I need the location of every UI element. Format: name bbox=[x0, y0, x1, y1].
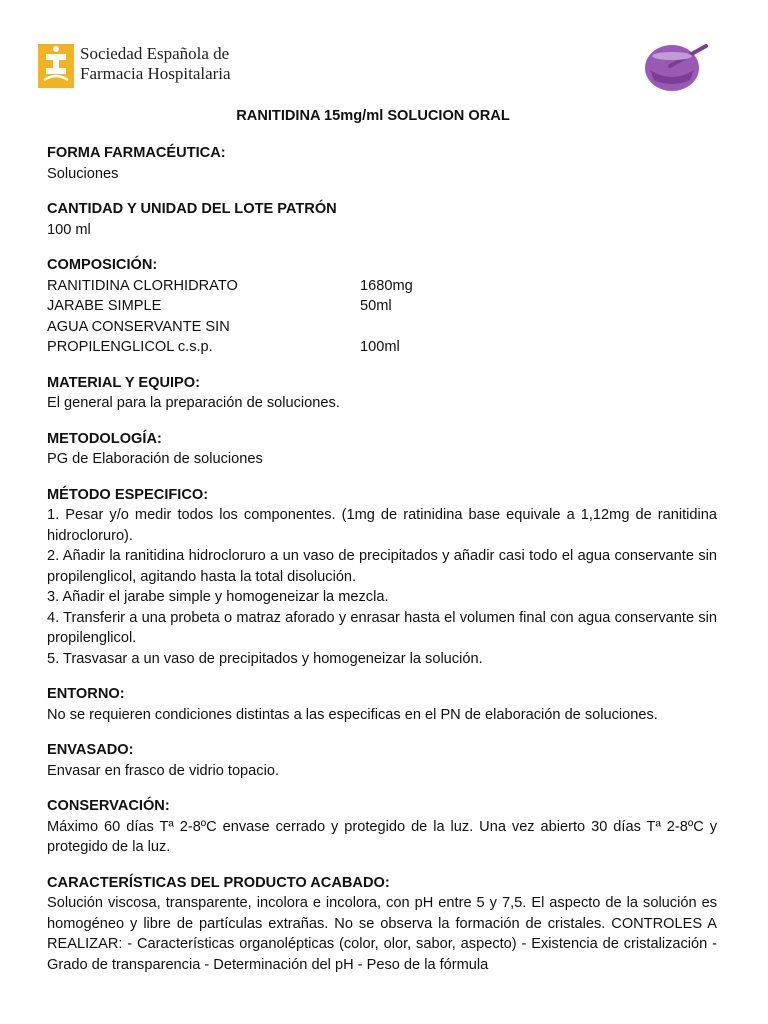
method-step: 1. Pesar y/o medir todos los componentes. (1mg de ratinidina base equivale a 1,12mg de ranitidina hidrocloruro). bbox=[47, 507, 717, 544]
method-step: 4. Transferir a una probeta o matraz aforado y enrasar hasta el volumen final con agua conservante sin propilenglicol. bbox=[47, 609, 717, 646]
section-material bbox=[47, 373, 717, 414]
composition-row bbox=[47, 317, 717, 338]
page-header bbox=[0, 0, 768, 100]
section-entorno bbox=[47, 684, 717, 725]
section-forma-farmaceutica bbox=[47, 143, 717, 184]
section-heading: ENTORNO: bbox=[47, 686, 125, 702]
component-name: RANITIDINA CLORHIDRATO bbox=[47, 277, 238, 294]
formulation-group-logo-icon bbox=[640, 40, 710, 96]
section-composicion bbox=[47, 255, 717, 358]
section-heading: METODOLOGÍA: bbox=[47, 430, 162, 447]
component-qty: 100ml bbox=[360, 339, 400, 355]
section-heading: MÉTODO ESPECIFICO: bbox=[47, 486, 209, 503]
section-text: PG de Elaboración de soluciones bbox=[47, 451, 263, 467]
component-qty: 1680mg bbox=[360, 277, 413, 294]
document-title: RANITIDINA 15mg/ml SOLUCION ORAL bbox=[236, 108, 510, 124]
composition-row bbox=[47, 276, 717, 297]
component-qty: 50ml bbox=[360, 298, 392, 314]
section-text: Soluciones bbox=[47, 165, 119, 182]
component-name: JARABE SIMPLE bbox=[47, 298, 162, 314]
method-step: 3. Añadir el jarabe simple y homogeneizar la mezcla. bbox=[47, 589, 389, 605]
section-metodo-especifico bbox=[47, 485, 717, 670]
section-heading: ENVASADO: bbox=[47, 742, 134, 758]
section-text: El general para la preparación de soluciones. bbox=[47, 395, 340, 411]
section-heading: CANTIDAD Y UNIDAD DEL LOTE PATRÓN bbox=[47, 201, 337, 217]
org-name-line2: Farmacia Hospitalaria bbox=[80, 64, 231, 83]
section-cantidad bbox=[47, 199, 717, 240]
section-heading: FORMA FARMACÉUTICA: bbox=[47, 145, 226, 161]
section-heading: COMPOSICIÓN: bbox=[47, 257, 158, 273]
document-body bbox=[47, 143, 717, 990]
section-conservacion bbox=[47, 796, 717, 858]
composition-row bbox=[47, 296, 717, 317]
composition-row bbox=[47, 337, 717, 358]
component-name: PROPILENGLICOL c.s.p. bbox=[47, 339, 213, 355]
component-qty bbox=[360, 317, 717, 338]
section-envasado bbox=[47, 740, 717, 781]
method-step: 2. Añadir la ranitidina hidrocloruro a un vaso de precipitados y añadir casi todo el agua conservante sin propilenglicol, agitando hasta la total disolución. bbox=[47, 548, 717, 585]
org-name bbox=[80, 44, 231, 84]
section-text: Envasar en frasco de vidrio topacio. bbox=[47, 762, 280, 779]
section-metodologia bbox=[47, 429, 717, 470]
section-caracteristicas bbox=[47, 873, 717, 976]
section-heading: CONSERVACIÓN: bbox=[47, 798, 170, 814]
method-step: 5. Trasvasar a un vaso de precipitados y homogeneizar la solución. bbox=[47, 650, 483, 667]
section-heading: MATERIAL Y EQUIPO: bbox=[47, 374, 200, 391]
section-text: Máximo 60 días Tª 2-8ºC envase cerrado y protegido de la luz. Una vez abierto 30 días Tª 2-8ºC y protegido de la luz. bbox=[47, 818, 717, 855]
section-heading: CARACTERÍSTICAS DEL PRODUCTO ACABADO: bbox=[47, 874, 390, 891]
section-text: 100 ml bbox=[47, 221, 91, 238]
section-text: Solución viscosa, transparente, incolora e incolora, con pH entre 5 y 7,5. El aspecto de la solución es homogéneo y libre de partículas extrañas. No se observa la formación de cristales. CONTROLES A REALIZAR: - Características organolépticas (color, olor, sabor, aspecto) - Existencia de cristalización - Grado de transparencia - Determinación del pH - Peso de la fórmula bbox=[47, 895, 717, 973]
org-name-line1: Sociedad Española de bbox=[80, 44, 230, 63]
section-text: No se requieren condiciones distintas a las especificas en el PN de elaboración de soluciones. bbox=[47, 706, 658, 723]
seh-logo-icon bbox=[36, 40, 76, 94]
component-name: AGUA CONSERVANTE SIN bbox=[47, 318, 230, 335]
